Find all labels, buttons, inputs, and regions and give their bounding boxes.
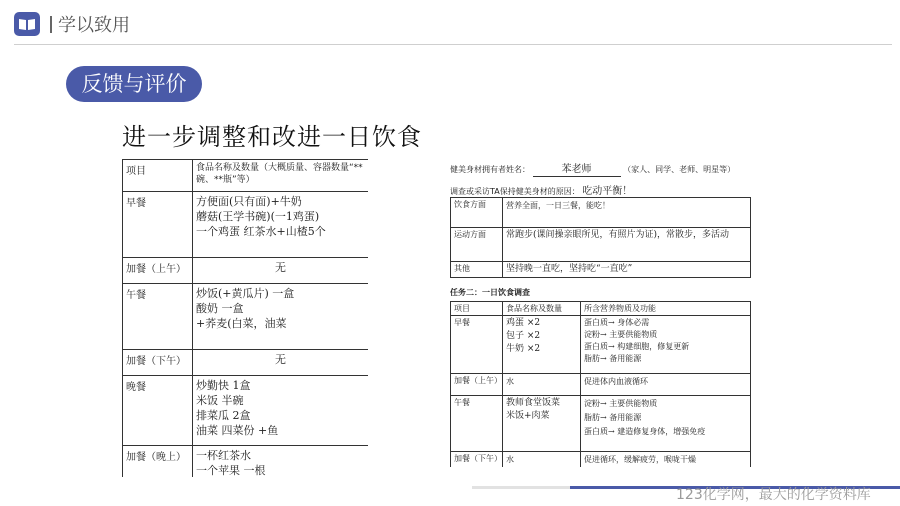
col-nutrient: 所含营养物质及功能 <box>581 302 751 316</box>
row-label: 加餐（上午） <box>123 258 193 284</box>
row-nutrient: 促进循环，缓解疲劳，喉咙干燥 <box>581 452 751 468</box>
row-label: 早餐 <box>451 316 503 374</box>
row-food: 水 <box>503 452 581 468</box>
watermark: 123化学网，最大的化学资料库 <box>676 487 871 503</box>
row-food: 鸡蛋 ×2 包子 ×2 牛奶 ×2 <box>503 316 581 374</box>
left-col-food: 食品名称及数量（大概质量、容器数量“**碗、**瓶”等） <box>193 160 369 192</box>
row-label: 加餐（晚上） <box>123 446 193 478</box>
diet-survey-table <box>450 301 751 467</box>
row-nutrient: 淀粉→ 主要供能物质 脂肪→ 备用能源 蛋白质→ 建造修复身体，增强免疫 <box>581 396 751 452</box>
row-label: 午餐 <box>123 284 193 350</box>
row-food: 水 <box>503 374 581 396</box>
row-food: 无 <box>193 258 369 284</box>
row-food: 方便面(只有面)+牛奶 蘑菇(王学书碗)(一1鸡蛋) 一个鸡蛋 红茶水+山楂5个 <box>193 192 369 258</box>
task-title: 任务二：一日饮食调查 <box>450 288 530 297</box>
diet-value: 营养全面，一日三餐，能吃！ <box>503 198 751 228</box>
left-diet-sheet <box>122 159 368 477</box>
row-food: 炒勤快 1盒 米饭 半碗 排菜瓜 2盒 油菜 四菜份 +鱼 <box>193 376 369 446</box>
row-nutrient: 蛋白质→ 身体必需 淀粉→ 主要供能物质 蛋白质→ 构建细胞，修复更新 脂肪→ 备用能源 <box>581 316 751 374</box>
col-item: 项目 <box>451 302 503 316</box>
row-food: 一杯红茶水 一个苹果 一根 <box>193 446 369 478</box>
row-food: 炒饭(+黄瓜片) 一盒 酸奶 一盒 +荞麦(白菜，油菜 <box>193 284 369 350</box>
page-headline: 进一步调整和改进一日饮食 <box>122 123 422 151</box>
row-nutrient: 促进体内血液循环 <box>581 374 751 396</box>
owner-line: 健美身材拥有者姓名： 苯老师 （家人、同学、老师、明星等） <box>450 164 736 175</box>
row-label: 午餐 <box>451 396 503 452</box>
diet-label: 饮食方面 <box>451 198 503 228</box>
row-label: 加餐（下午） <box>451 452 503 468</box>
left-col-item: 项目 <box>123 160 193 192</box>
header-divider <box>14 44 892 45</box>
other-label: 其他 <box>451 262 503 278</box>
feedback-pill: 反馈与评价 <box>66 66 202 102</box>
top-bar <box>0 0 900 44</box>
other-value: 坚持晚一直吃，坚持吃“一直吃” <box>503 262 751 278</box>
row-food: 教师食堂饭菜 米饭+肉菜 <box>503 396 581 452</box>
col-food: 食品名称及数量 <box>503 302 581 316</box>
row-label: 早餐 <box>123 192 193 258</box>
book-icon <box>14 12 40 36</box>
row-label: 晚餐 <box>123 376 193 446</box>
right-survey-sheet <box>446 155 752 467</box>
row-label: 加餐（上午） <box>451 374 503 396</box>
sport-label: 运动方面 <box>451 228 503 262</box>
reason-line: 调查或采访TA保持健美身材的原因： 吃动平衡！ <box>450 186 633 197</box>
sport-value: 常跑步(课间操亲眼所见，有照片为证)，常散步，多活动 <box>503 228 751 262</box>
row-label: 加餐（下午） <box>123 350 193 376</box>
row-food: 无 <box>193 350 369 376</box>
habit-table <box>450 197 751 278</box>
section-title: 学以致用 <box>50 11 130 37</box>
